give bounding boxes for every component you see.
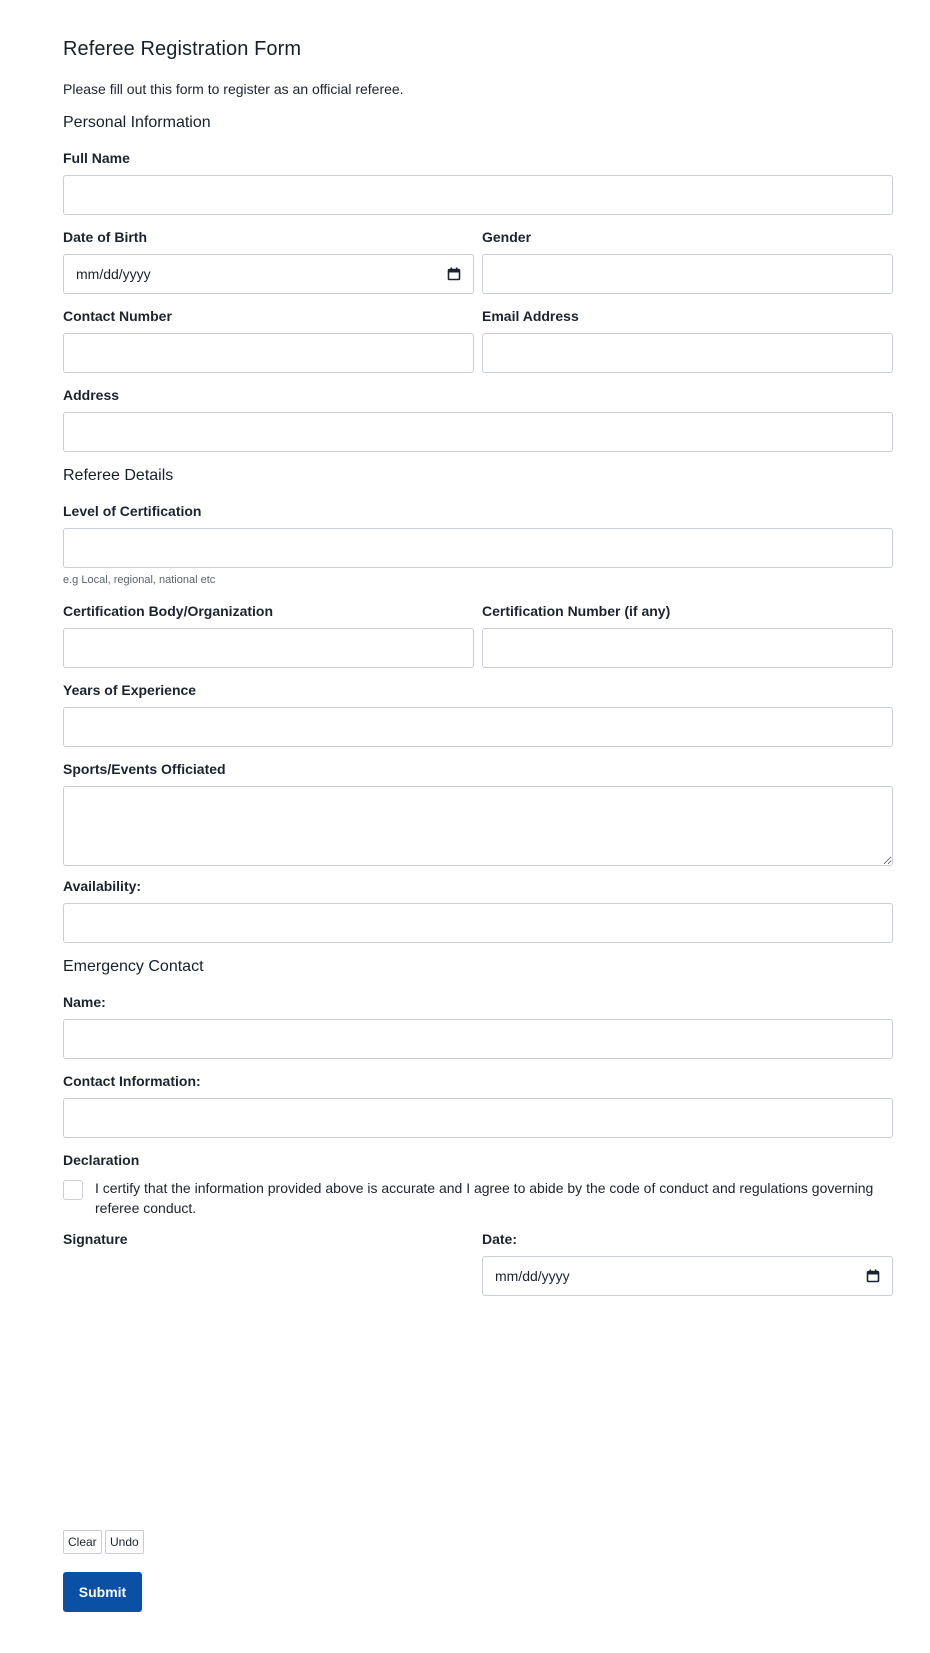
calendar-icon[interactable] xyxy=(447,267,461,281)
signature-clear-button[interactable]: Clear xyxy=(63,1530,102,1554)
form-intro: Please fill out this form to register as an official referee. xyxy=(63,81,404,97)
certification-number-input[interactable] xyxy=(482,628,893,668)
full-name-input[interactable] xyxy=(63,175,893,215)
full-name-label: Full Name xyxy=(63,150,130,166)
contact-number-label: Contact Number xyxy=(63,308,172,324)
section-title-personal: Personal Information xyxy=(63,114,211,131)
section-title-referee: Referee Details xyxy=(63,467,174,484)
signature-date-label: Date: xyxy=(482,1231,518,1247)
section-title-emergency: Emergency Contact xyxy=(63,958,204,975)
emergency-contact-input[interactable] xyxy=(63,1098,893,1138)
dob-label: Date of Birth xyxy=(63,229,147,245)
submit-button[interactable]: Submit xyxy=(63,1572,142,1612)
emergency-name-label: Name: xyxy=(63,994,106,1010)
dob-placeholder: mm/dd/yyyy xyxy=(76,266,151,282)
signature-undo-button[interactable]: Undo xyxy=(105,1530,144,1554)
signature-date-placeholder: mm/dd/yyyy xyxy=(495,1268,570,1284)
declaration-text: I certify that the information provided above is accurate and I agree to abide by the code of conduct and regulations governing referee conduct. xyxy=(95,1180,874,1216)
declaration-label: Declaration xyxy=(63,1152,140,1168)
years-experience-label: Years of Experience xyxy=(63,682,197,698)
certification-level-help: e.g Local, regional, national etc xyxy=(63,574,216,586)
certification-body-input[interactable] xyxy=(63,628,474,668)
certification-level-input[interactable] xyxy=(63,528,893,568)
gender-label: Gender xyxy=(482,229,532,245)
years-experience-input[interactable] xyxy=(63,707,893,747)
certification-body-label: Certification Body/Organization xyxy=(63,603,274,619)
email-label: Email Address xyxy=(482,308,579,324)
availability-label: Availability: xyxy=(63,878,142,894)
address-label: Address xyxy=(63,387,120,403)
signature-label: Signature xyxy=(63,1231,128,1247)
calendar-icon[interactable] xyxy=(866,1269,880,1283)
address-input[interactable] xyxy=(63,412,893,452)
declaration-checkbox[interactable] xyxy=(63,1180,83,1200)
certification-number-label: Certification Number (if any) xyxy=(482,603,671,619)
gender-input[interactable] xyxy=(482,254,893,294)
emergency-name-input[interactable] xyxy=(63,1019,893,1059)
dob-input[interactable] xyxy=(63,254,474,294)
page-title: Referee Registration Form xyxy=(63,38,302,60)
sports-officiated-textarea[interactable] xyxy=(63,786,893,866)
contact-number-input[interactable] xyxy=(63,333,474,373)
availability-input[interactable] xyxy=(63,903,893,943)
email-input[interactable] xyxy=(482,333,893,373)
certification-level-label: Level of Certification xyxy=(63,503,202,519)
sports-officiated-label: Sports/Events Officiated xyxy=(63,761,226,777)
signature-pad[interactable] xyxy=(63,1330,474,1530)
signature-date-input[interactable] xyxy=(482,1256,893,1296)
emergency-contact-label: Contact Information: xyxy=(63,1073,201,1089)
